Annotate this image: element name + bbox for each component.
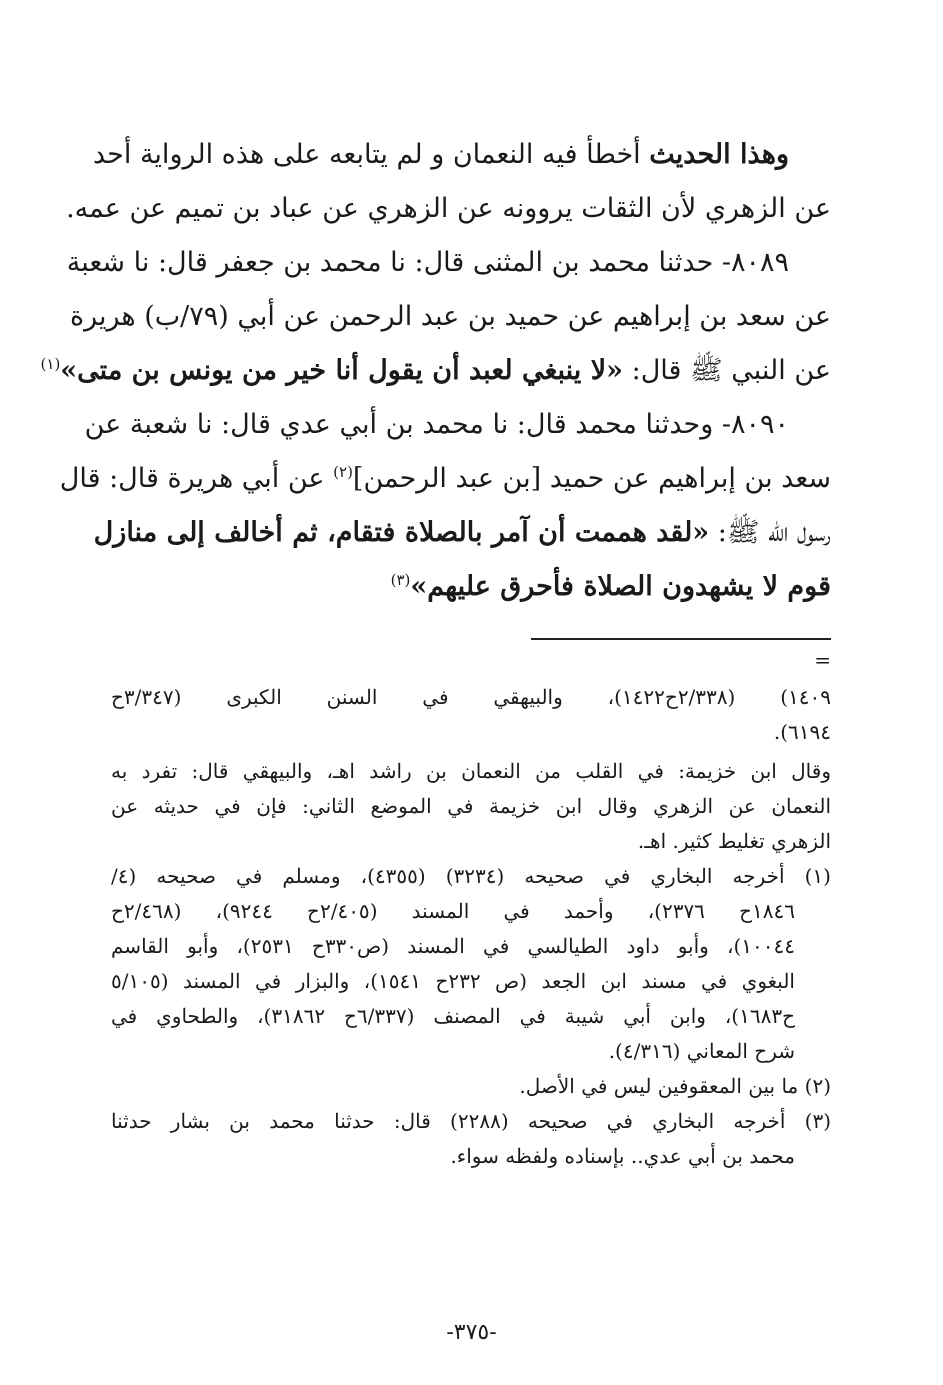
footnote-1-line: ح١٦٨٣)، وابن أبي شيبة في المصنف (٦/٣٣٧ح ٣١٨٦٢)، والطحاوي في — [111, 1004, 795, 1028]
footnote-ref-3: (٣) — [390, 571, 411, 589]
footnote-1-line: شرح المعاني (٤/٣١٦). — [608, 1039, 795, 1063]
hadith-8090: ٨٠٩٠- وحدثنا محمد قال: نا محمد بن أبي عدي قال: نا شعبة عن — [84, 409, 789, 440]
text-line-9 — [111, 560, 831, 614]
text-line-8: رسول الله ﷺ: «لقد هممت أن آمر بالصلاة فتقام، ثم أخالف إلى منازل — [93, 517, 831, 548]
footnote-continued-line: ٦١٩٤). — [773, 720, 831, 744]
footnote-continued-line: وقال ابن خزيمة: في القلب من النعمان بن راشد اهـ، والبيهقي قال: تفرد به — [111, 759, 831, 783]
footnote-1-line: ١٨٤٦ح ٢٣٧٦)، وأحمد في المسند (٢/٤٠٥ح ٩٢٤٤)، (٢/٤٦٨ح — [111, 899, 795, 923]
footnote-continued-line: ١٤٠٩) (٢/٣٣٨ح١٤٢٢)، والبيهقي في السنن الكبرى (٣/٣٤٧ح — [111, 685, 831, 709]
hadith-quote-2-end: قوم لا يشهدون الصلاة فأحرق عليهم» — [410, 571, 831, 602]
hadith-quote-1: «لا ينبغي لعبد أن يقول أنا خير من يونس بن متى» — [60, 355, 623, 386]
text-line-5: عن النبي ﷺ قال: «لا ينبغي لعبد أن يقول أنا خير من يونس بن متى»$^{(١)}$ — [40, 355, 831, 386]
footnote-1: (١) أخرجه البخاري في صحيحه (٣٢٣٤) (٤٣٥٥)، ومسلم في صحيحه (٤/ — [111, 864, 831, 888]
footnote-1-line: البغوي في مسند ابن الجعد (ص ٢٣٢ح ١٥٤١)، والبزار في المسند (٥/١٠٥ — [111, 969, 795, 993]
footnote-3: (٣) أخرجه البخاري في صحيحه (٢٢٨٨) قال: حدثنا محمد بن بشار حدثنا — [111, 1109, 832, 1133]
page-number: -٣٧٥- — [446, 1320, 497, 1345]
footnote-continued-line: الزهري تغليط كثير. اهـ. — [637, 829, 831, 853]
bold-heading: وهذا الحديث — [649, 139, 789, 170]
hadith-8089: ٨٠٨٩- حدثنا محمد بن المثنى قال: نا محمد بن جعفر قال: نا شعبة — [66, 247, 789, 278]
footnote-separator — [531, 638, 831, 640]
footnote-ref-2: (٢) — [333, 463, 353, 481]
text-line-1: وهذا الحديث أخطأ فيه النعمان و لم يتابعه على هذه الرواية أحد — [93, 139, 789, 170]
continuation-mark: = — [814, 648, 831, 672]
footnote-2: (٢) ما بين المعقوفين ليس في الأصل. — [519, 1074, 831, 1098]
text-line-2: عن الزهري لأن الثقات يروونه عن الزهري عن عباد بن تميم عن عمه. — [66, 193, 831, 224]
footnote-continued-line: النعمان عن الزهري وقال ابن خزيمة في الموضع الثاني: فإن في حديثه عن — [111, 794, 831, 818]
footnote-ref-1: (١) — [40, 355, 61, 373]
hadith-quote-2: «لقد هممت أن آمر بالصلاة فتقام، ثم أخالف إلى منازل — [93, 517, 710, 548]
main-text — [40, 128, 831, 614]
text-line-4: عن سعد بن إبراهيم عن حميد بن عبد الرحمن عن أبي (٧٩/ب) هريرة — [69, 301, 831, 332]
footnote-3-line: محمد بن أبي عدي.. بإسناده ولفظه سواء. — [450, 1144, 795, 1168]
footnote-1-line: ١٠٠٤٤)، وأبو داود الطيالسي في المسند (ص٣٣٠ح ٢٥٣١)، وأبو القاسم — [111, 934, 795, 958]
footnotes — [111, 680, 831, 1174]
text-line-7: سعد بن إبراهيم عن حميد [بن عبد الرحمن]$^{(٢)}$ عن أبي هريرة قال: قال — [59, 463, 831, 494]
